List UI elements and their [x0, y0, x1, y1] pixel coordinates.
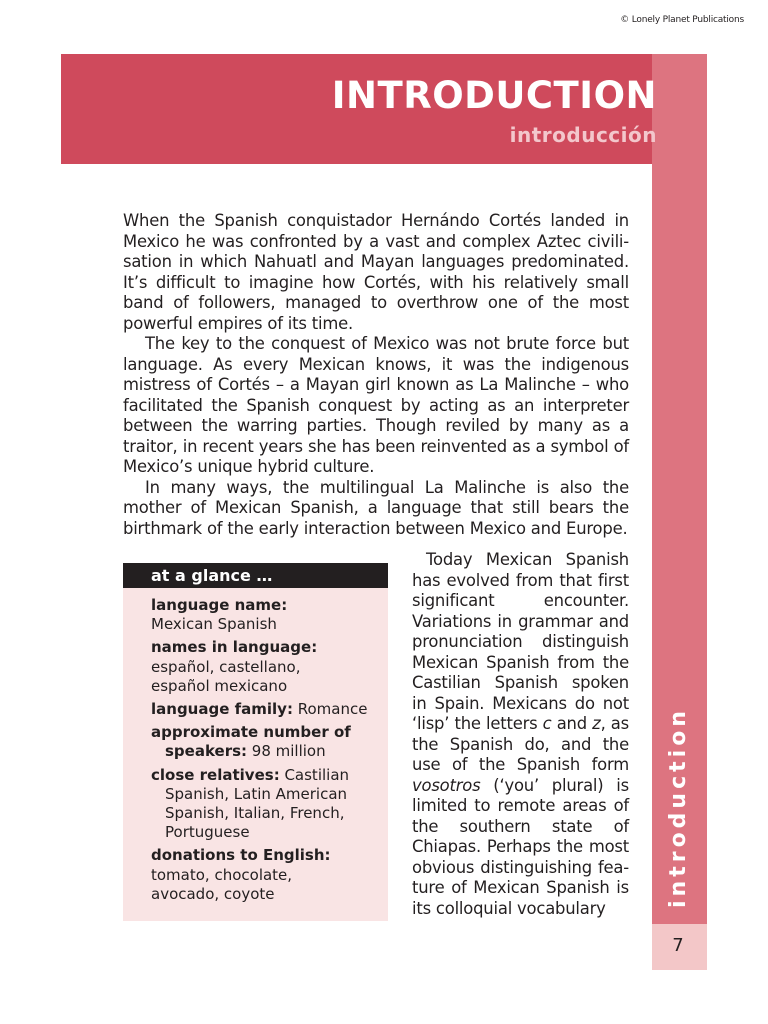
text-run: Today Mexican Spanish has evolved from that first significant encounter. Variations in grammar and pronunciation distinguish Mexican Spanish from the Castilian Spanish spoken in Spain. Mexicans do not ‘lisp’ the letters	[412, 550, 629, 733]
glance-item	[151, 766, 376, 843]
italic-term: vosotros	[412, 775, 481, 795]
paragraph: When the Spanish conquistador Hernándo Cortés landed in Mexico he was confronted by a vast and complex Aztec civili-sation in which Nahuatl and Mayan languages predominated. It’s difficult to imagine how Cortés, with his relatively small band of followers, managed to overthrow one of the most powerful empires of its time.	[123, 211, 629, 333]
page-title: INTRODUCTION	[331, 74, 657, 117]
glance-key: close relatives:	[151, 765, 280, 784]
glance-value: Mexican Spanish	[151, 615, 277, 634]
side-column-text	[412, 550, 629, 919]
glance-key: language family:	[151, 700, 293, 719]
glance-key: approximate number of speakers:	[151, 723, 351, 761]
italic-letter: z	[592, 714, 601, 733]
paragraph: The key to the conquest of Mexico was not brute force but language. As every Mexican knows, it was the indigenous mistress of Cortés – a Mayan girl known as La Malinche – who facilitated the Spanish conquest by acting as an interpreter between the warring parties. Though reviled by many as a traitor, in recent years she has been reinvented as a symbol of Mexico’s unique hybrid culture.	[123, 334, 629, 476]
glance-key: names in language:	[151, 638, 318, 657]
italic-letter: c	[542, 714, 552, 733]
glance-value: Castilian Spanish, Latin American Spanish, Italian, French, Portuguese	[165, 765, 350, 842]
glance-value: Romance	[292, 700, 368, 719]
text-run: (‘you’ plural) is limited to remote areas of the southern state of Chiapas. Perhaps the most obvious distinguishing fea-ture of Mexican Spanish is its colloquial vocabulary	[412, 775, 629, 918]
glance-key: language name:	[151, 596, 288, 614]
text-run: and	[551, 714, 593, 733]
page-number: 7	[672, 935, 684, 956]
glance-item	[151, 596, 376, 634]
page-subtitle: introducción	[509, 123, 657, 147]
at-a-glance-list	[151, 596, 376, 908]
publisher-credit: © Lonely Planet Publications	[620, 15, 744, 25]
side-section-label: introduction	[666, 707, 691, 908]
glance-value: español mexicano	[151, 676, 288, 695]
paragraph: In many ways, the multilingual La Malinche is also the mother of Mexican Spanish, a language that still bears the birthmark of the early interaction between Mexico and Europe.	[123, 477, 629, 538]
glance-item	[151, 638, 376, 696]
glance-value: español, castellano,	[151, 657, 301, 676]
glance-value: avocado, coyote	[151, 884, 275, 903]
body-text	[123, 211, 629, 539]
text-run: , as the Spanish do, and the use of the Spanish form	[412, 714, 629, 774]
glance-value: tomato, chocolate,	[151, 865, 293, 884]
paragraph	[412, 550, 629, 919]
glance-item	[151, 846, 376, 904]
glance-item	[151, 700, 376, 719]
glance-item	[151, 723, 376, 761]
glance-key: donations to English:	[151, 846, 331, 865]
glance-value: 98 million	[247, 742, 326, 761]
at-a-glance-title: at a glance …	[151, 566, 273, 585]
